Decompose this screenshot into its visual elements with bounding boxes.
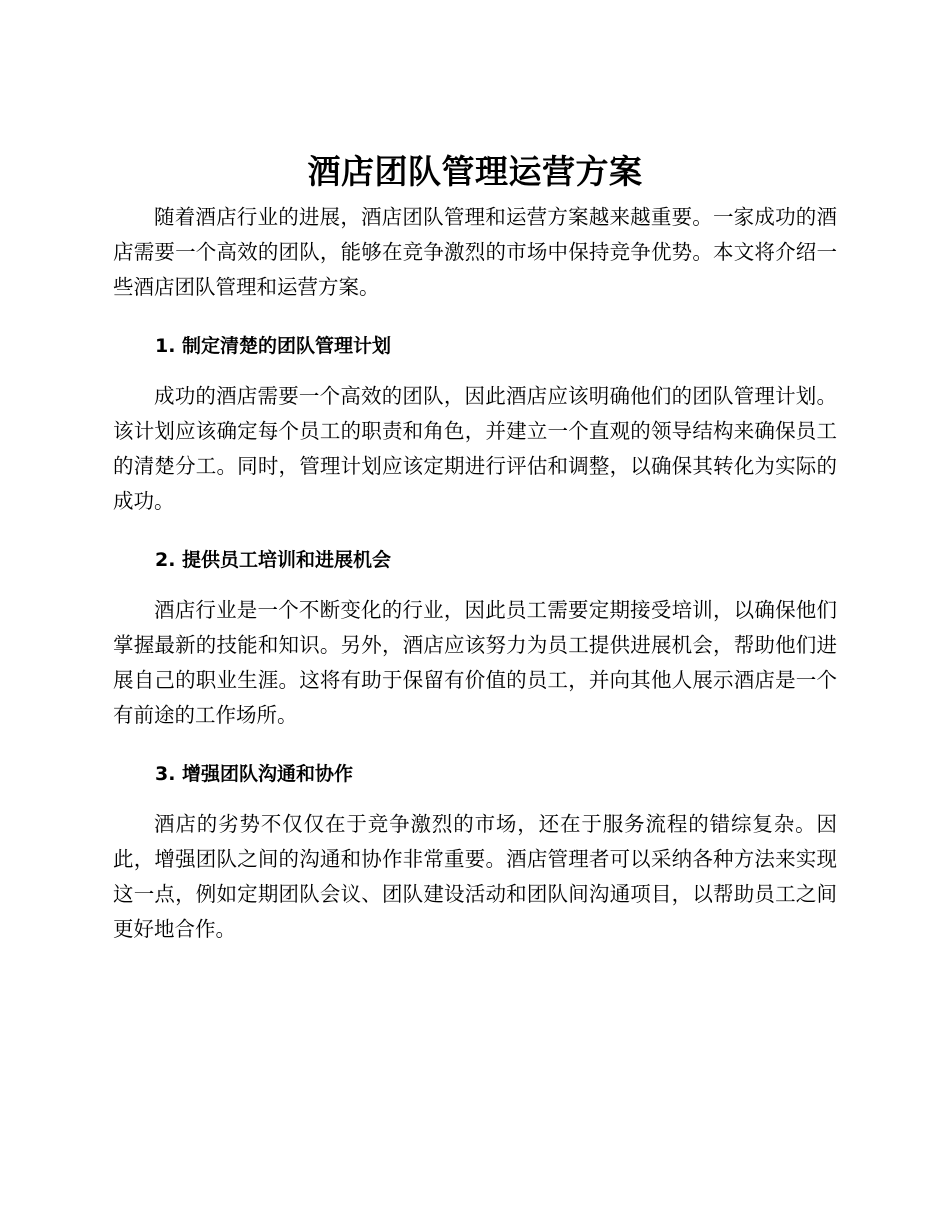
section-heading-2: 2. 提供员工培训和进展机会 (155, 549, 392, 571)
section-heading-3: 3. 增强团队沟通和协作 (155, 763, 354, 785)
intro-paragraph: 随着酒店行业的进展，酒店团队管理和运营方案越来越重要。一家成功的酒店需要一个高效的团队，能够在竞争激烈的市场中保持竞争优势。本文将介绍一些酒店团队管理和运营方案。 (113, 205, 837, 299)
section-body-3: 酒店的劣势不仅仅在于竞争激烈的市场，还在于服务流程的错综复杂。因此，增强团队之间的沟通和协作非常重要。酒店管理者可以采纳各种方法来实现这一点，例如定期团队会议、团队建设活动和团队间沟通项目，以帮助员工之间更好地合作。 (113, 812, 837, 941)
document-title: 酒店团队管理运营方案 (307, 152, 643, 191)
document-page (113, 150, 837, 947)
section-body-1: 成功的酒店需要一个高效的团队，因此酒店应该明确他们的团队管理计划。该计划应该确定每个员工的职责和角色，并建立一个直观的领导结构来确保员工的清楚分工。同时，管理计划应该定期进行评估和调整，以确保其转化为实际的成功。 (113, 384, 837, 513)
section-body-2: 酒店行业是一个不断变化的行业，因此员工需要定期接受培训，以确保他们掌握最新的技能和知识。另外，酒店应该努力为员工提供进展机会，帮助他们进展自己的职业生涯。这将有助于保留有价值的员工，并向其他人展示酒店是一个有前途的工作场所。 (113, 598, 837, 727)
section-heading-1: 1. 制定清楚的团队管理计划 (155, 335, 392, 357)
